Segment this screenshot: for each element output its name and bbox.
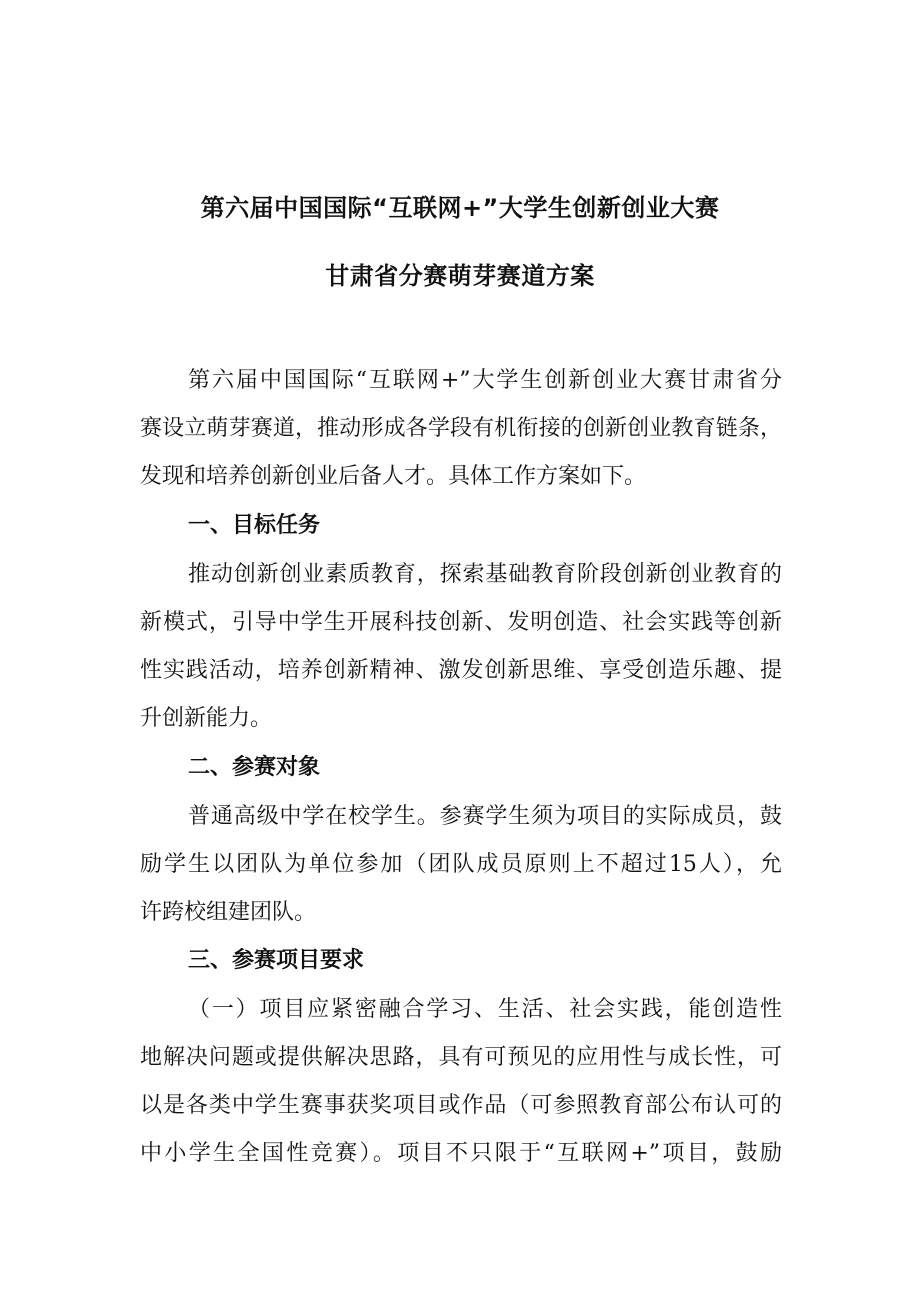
section2-line-3: 许跨校组建团队。 (140, 900, 317, 925)
section1-line-4: 升创新能力。 (140, 706, 273, 731)
intro-line-1: 第六届中国国际“互联网+”大学生创新创业大赛甘肃省分 (188, 368, 782, 393)
intro-line-2: 赛设立萌芽赛道，推动形成各学段有机衔接的创新创业教育链条， (140, 416, 782, 441)
section-heading-goals: 一、目标任务 (188, 513, 321, 538)
section3-line-1: （一）项目应紧密融合学习、生活、社会实践，能创造性 (188, 997, 782, 1022)
section3-line-4: 中小学生全国性竞赛）。项目不只限于“互联网+”项目，鼓励 (140, 1141, 782, 1166)
section1-line-1: 推动创新创业素质教育，探索基础教育阶段创新创业教育的 (188, 562, 782, 587)
section1-line-3: 性实践活动，培养创新精神、激发创新思维、享受创造乐趣、提 (140, 658, 782, 683)
section2-line-1: 普通高级中学在校学生。参赛学生须为项目的实际成员，鼓 (188, 804, 782, 829)
section3-line-3: 以是各类中学生赛事获奖项目或作品（可参照教育部公布认可的 (140, 1093, 782, 1118)
document-title-line-2: 甘肃省分赛萌芽赛道方案 (325, 262, 595, 290)
section3-line-2: 地解决问题或提供解决思路，具有可预见的应用性与成长性，可 (140, 1045, 782, 1070)
section1-line-2: 新模式，引导中学生开展科技创新、发明创造、社会实践等创新 (140, 610, 782, 635)
document-title-line-1: 第六届中国国际“互联网+”大学生创新创业大赛 (200, 194, 720, 222)
section2-line-2: 励学生以团队为单位参加（团队成员原则上不超过15人），允 (140, 852, 782, 877)
section-heading-participants: 二、参赛对象 (188, 755, 321, 780)
intro-line-3: 发现和培养创新创业后备人才。具体工作方案如下。 (140, 464, 647, 489)
section-heading-project-requirements: 三、参赛项目要求 (188, 948, 365, 973)
